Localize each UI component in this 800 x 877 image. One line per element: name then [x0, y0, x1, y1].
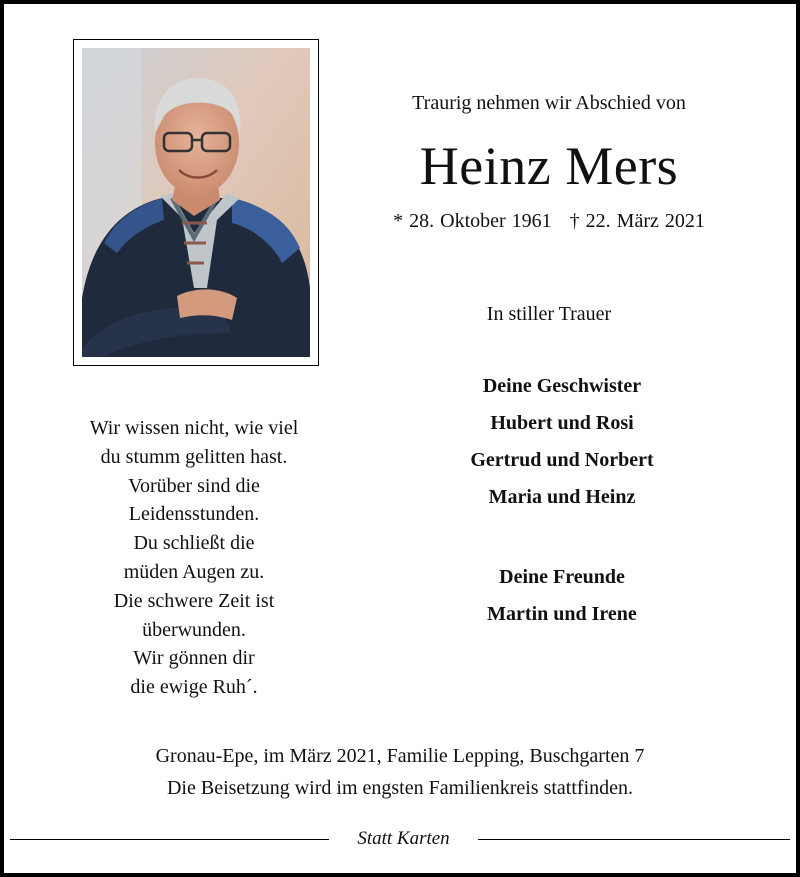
- portrait-frame: [73, 39, 319, 366]
- family-line: Martin und Irene: [487, 603, 637, 625]
- family-line: Deine Freunde: [499, 566, 625, 588]
- divider-right: [478, 839, 790, 840]
- family-line: Hubert und Rosi: [490, 412, 634, 434]
- mourning-text: In stiller Trauer: [486, 303, 612, 325]
- poem-line: Leidensstunden.: [128, 503, 260, 526]
- life-dates: [344, 210, 754, 233]
- statt-karten-rule: [4, 827, 796, 851]
- poem-line: Vorüber sind die: [128, 474, 260, 497]
- family-group-friends: [344, 566, 780, 640]
- poem-line: Wir wissen nicht, wie viel: [89, 417, 299, 439]
- poem-line: Du schließt die: [133, 532, 255, 555]
- footer-info: [4, 740, 796, 804]
- deceased-name: Heinz Mers: [419, 136, 679, 196]
- intro-text: Traurig nehmen wir Abschied von: [412, 92, 686, 114]
- address-line: Gronau-Epe, im März 2021, Familie Lepping, Buschgarten 7: [155, 745, 645, 767]
- portrait-photo: [82, 48, 310, 357]
- poem-line: überwunden.: [142, 618, 246, 641]
- divider-left: [10, 839, 329, 840]
- family-line: Deine Geschwister: [482, 375, 642, 397]
- family-line: Gertrud und Norbert: [470, 449, 654, 471]
- poem-line: du stumm gelitten hast.: [100, 445, 288, 468]
- birth-date: * 28. Oktober 1961: [393, 210, 552, 232]
- poem-line: die ewige Ruh´.: [130, 676, 258, 699]
- death-date: † 22. März 2021: [569, 210, 705, 232]
- family-group-siblings: [344, 375, 780, 523]
- family-line: Maria und Heinz: [488, 486, 636, 508]
- burial-note: Die Beisetzung wird im engsten Familienkreis stattfinden.: [166, 777, 633, 799]
- poem-line: müden Augen zu.: [123, 560, 265, 583]
- poem-line: Die schwere Zeit ist: [113, 589, 275, 612]
- poem-line: Wir gönnen dir: [133, 647, 255, 670]
- poem: [34, 414, 354, 702]
- statt-karten-label: Statt Karten: [357, 828, 450, 849]
- portrait-illustration: [82, 48, 310, 357]
